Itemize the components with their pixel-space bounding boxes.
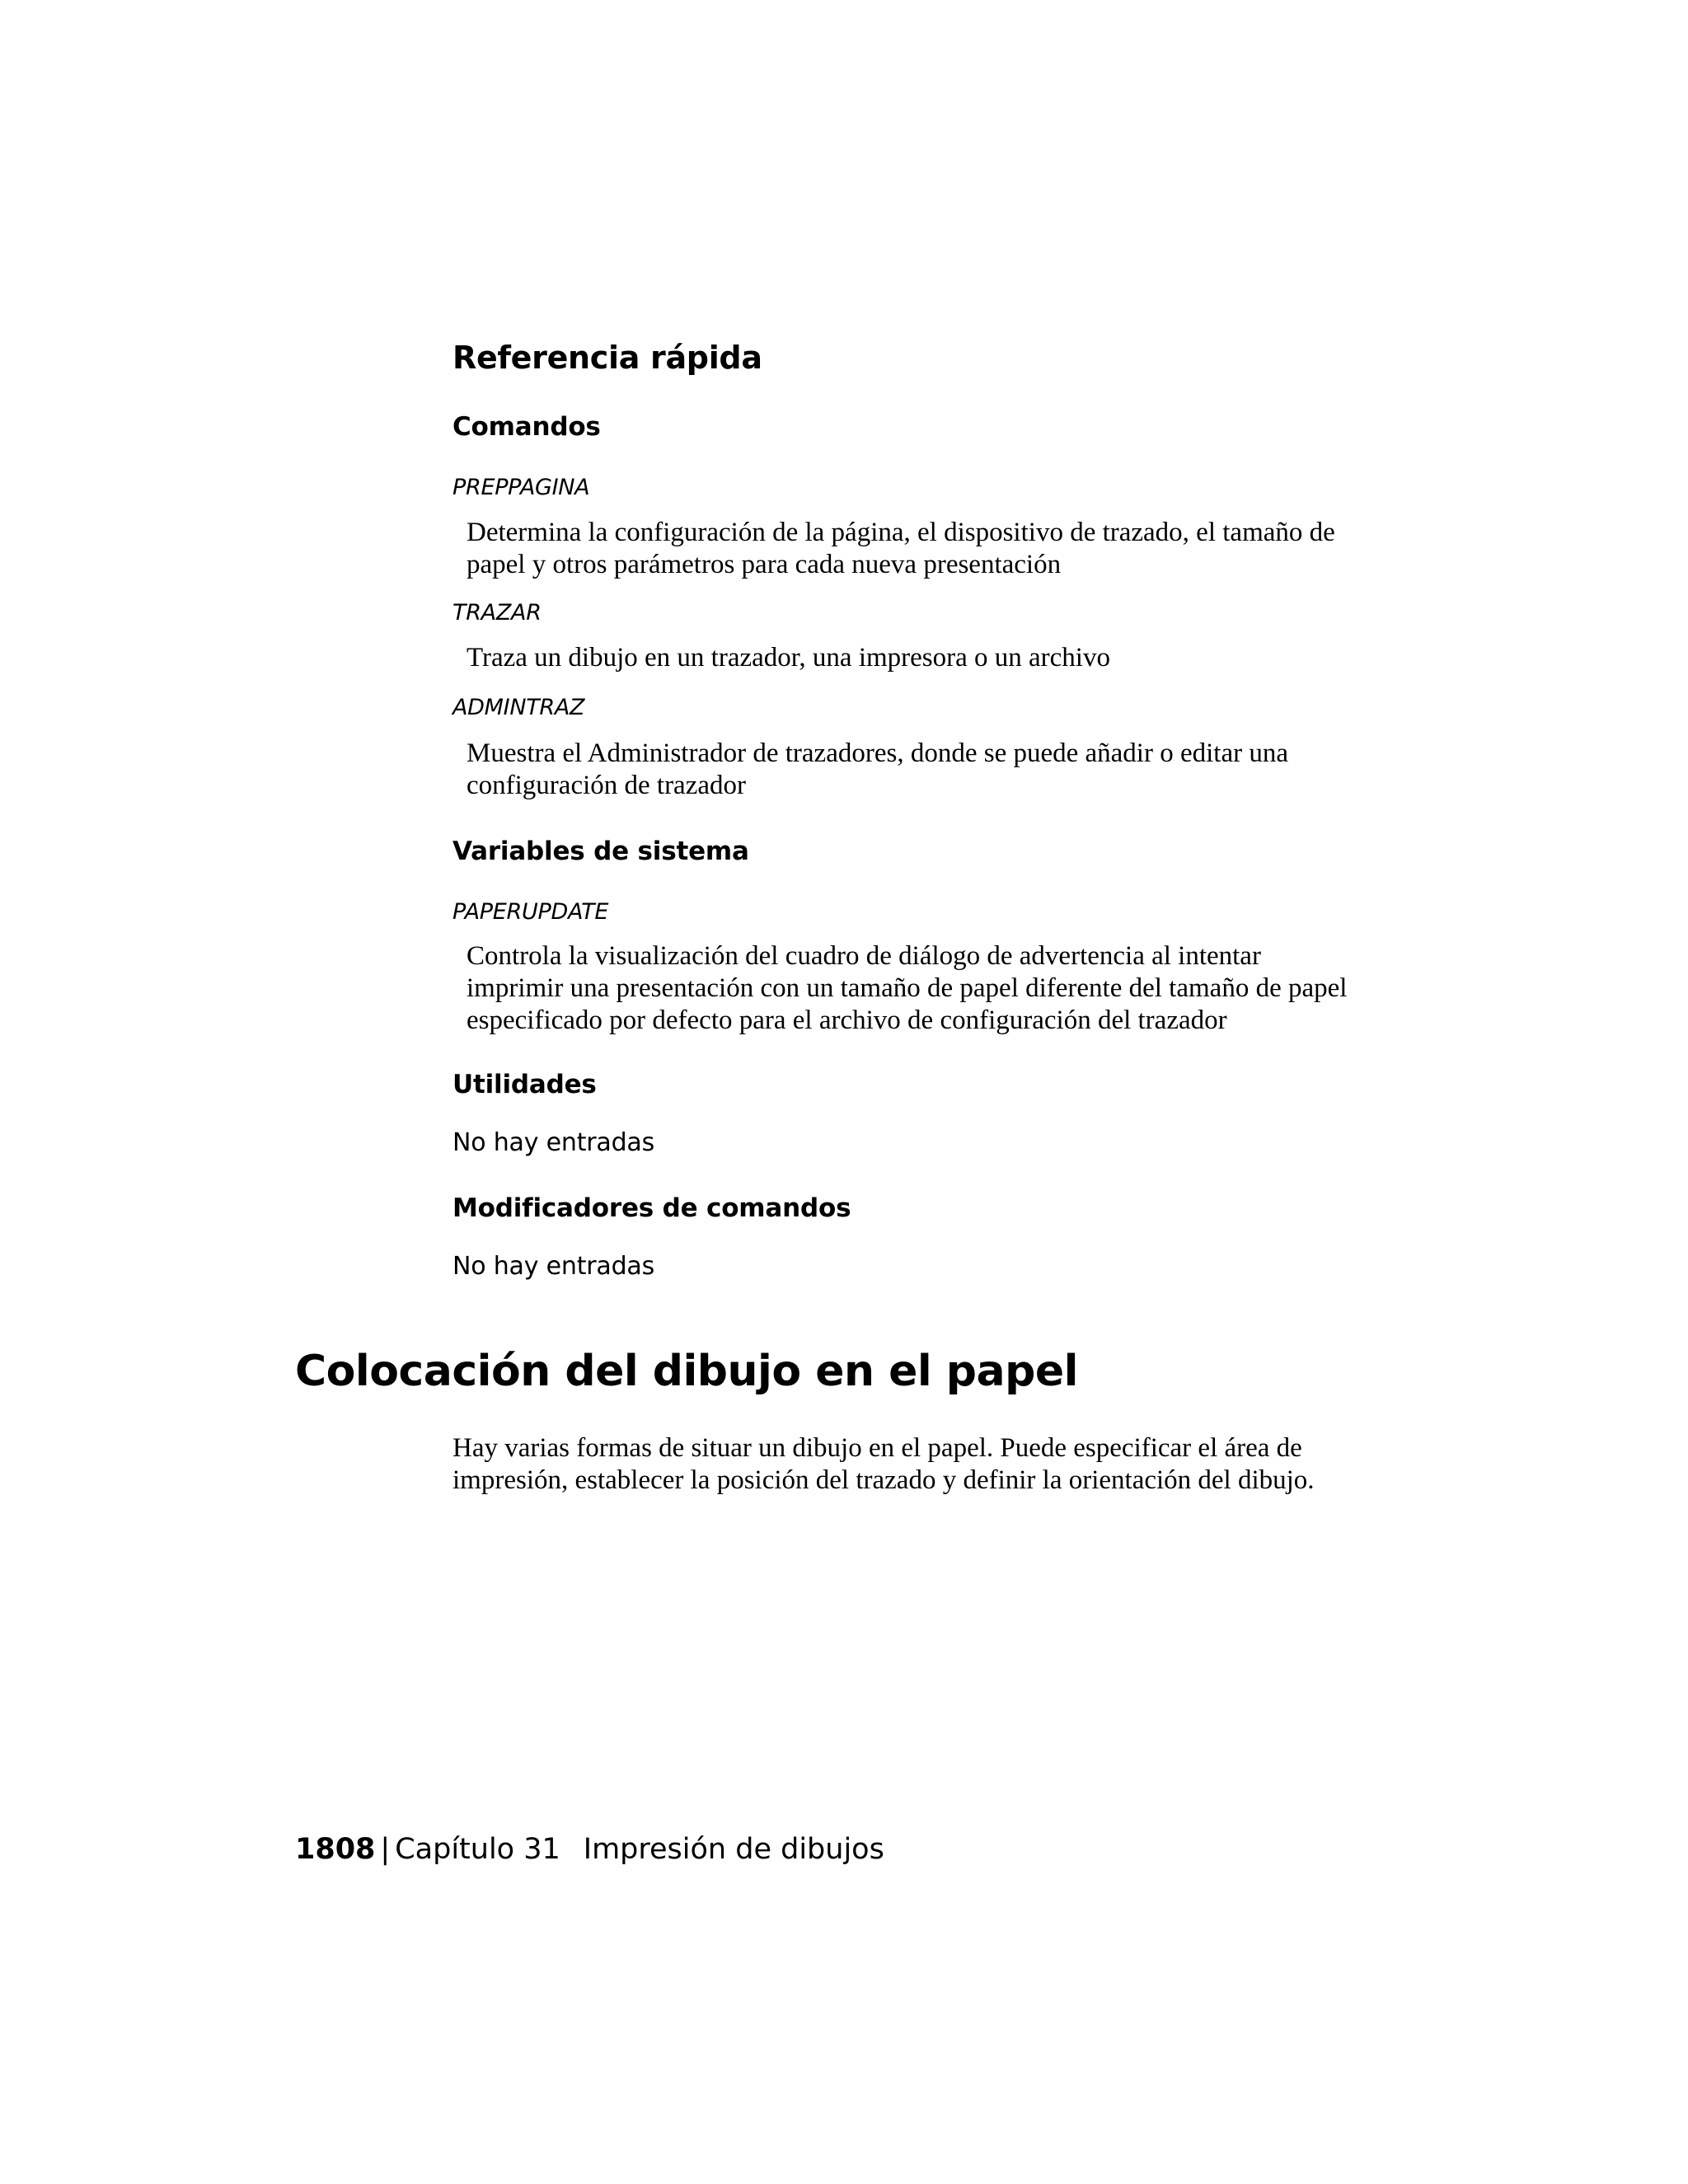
quick-reference-heading: Referencia rápida [452, 340, 762, 376]
command-modifiers-heading: Modificadores de comandos [452, 1193, 851, 1223]
page-number: 1808 [295, 1833, 376, 1866]
variable-name-paperupdate: PAPERUPDATE [452, 899, 609, 925]
command-name-preppagina: PREPPAGINA [452, 475, 590, 500]
commands-heading: Comandos [452, 412, 601, 442]
footer-separator: | [380, 1833, 391, 1866]
utilities-heading: Utilidades [452, 1070, 597, 1099]
chapter-title: Impresión de dibujos [583, 1833, 884, 1866]
section-paragraph: Hay varias formas de situar un dibujo en el papel. Puede especificar el área de impresión, establecer la posición del trazado y definir la orientación del dibujo. [452, 1433, 1315, 1495]
utilities-entry: No hay entradas [452, 1128, 655, 1157]
command-name-admintraz: ADMINTRAZ [452, 695, 585, 720]
command-name-trazar: TRAZAR [452, 600, 542, 626]
system-variables-heading: Variables de sistema [452, 837, 749, 866]
command-description-admintraz: Muestra el Administrador de trazadores, donde se puede añadir o editar una configuración de trazador [467, 738, 1288, 800]
section-title: Colocación del dibujo en el papel [295, 1347, 1078, 1396]
command-description-preppagina: Determina la configuración de la página, el dispositivo de trazado, el tamaño de papel y otros parámetros para cada nueva presentación [467, 518, 1335, 579]
command-modifiers-entry: No hay entradas [452, 1252, 655, 1281]
command-description-trazar: Traza un dibujo en un trazador, una impresora o un archivo [467, 643, 1110, 673]
chapter-label: Capítulo 31 [395, 1833, 560, 1866]
variable-description-paperupdate: Controla la visualización del cuadro de diálogo de advertencia al intentar imprimir una presentación con un tamaño de papel diferente del tamaño de papel especificado por defecto para el archivo de configuración del trazador [467, 941, 1348, 1035]
page-footer [295, 1831, 884, 1868]
